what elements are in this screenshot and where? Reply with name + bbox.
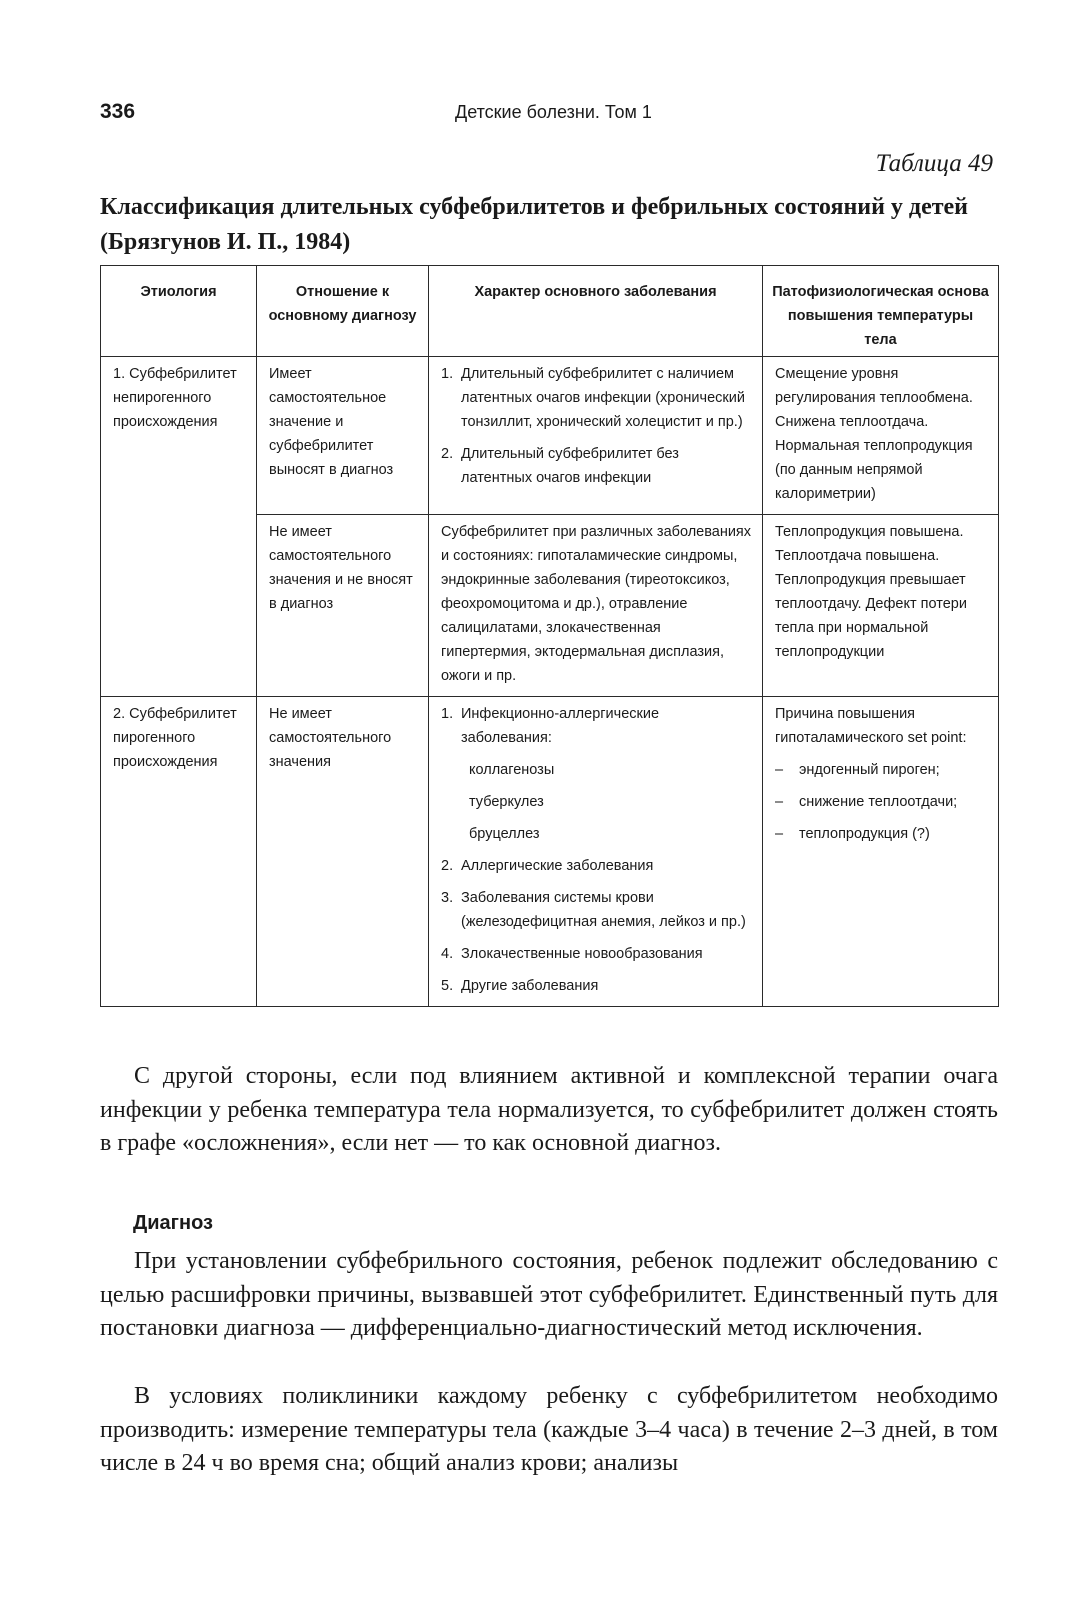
list-number: 2. [441,446,454,462]
list-item [441,942,752,966]
section-heading: Диагноз [133,1212,213,1234]
dash-text: теплопродукция (?) [799,826,930,842]
table-caption: Классификация длительных субфебрилитетов и фебрильных состояний у детей (Брязгунов И. П., 1984) [100,194,968,255]
etiology-cell: 2. Субфебрилитет пирогенного происхождения [101,697,257,1007]
page-number: 336 [100,100,136,123]
disease-cell [429,697,763,1007]
sub-list-item: туберкулез [469,794,544,810]
dash-marker: – [775,794,784,810]
list-text: Длительный субфебрилитет с наличием латентных очагов инфекции (хронический тонзиллит, хронический холецистит и пр.) [461,366,745,430]
sub-list-item: бруцеллез [469,826,540,842]
body-paragraph: При установлении субфебрильного состояния, ребенок подлежит обследованию с целью расшифровки причины, вызвавшей этот субфебрилитет. Единственный путь для постановки диагноза — дифференциально-диагностический метод исключения. [100,1248,998,1341]
dash-list-item [775,790,988,814]
list-number: 1. [441,366,454,382]
classification-table [100,265,999,1007]
table-row [101,697,999,1007]
dash-list-item [775,822,988,846]
dash-marker: – [775,826,784,842]
list-item [441,886,752,934]
dash-list-item [775,758,988,782]
header-relation: Отношение к основному диагнозу [257,266,429,357]
list-number: 3. [441,890,454,906]
disease-cell: Субфебрилитет при различных заболеваниях и состояниях: гипоталамические синдромы, эндокринные заболевания (тиреотоксикоз, феохромоцитома и др.), отравление салицилатами, злокачественная гипертермия, эктодермальная дисплазия, ожоги и пр. [429,515,763,697]
pathophysiology-cell [763,697,999,1007]
sub-list-item: коллагенозы [469,762,555,778]
disease-cell [429,357,763,515]
list-text: Злокачественные новообразования [461,946,703,962]
dash-marker: – [775,762,784,778]
list-item [441,854,752,878]
pathophysiology-cell: Теплопродукция повышена. Теплоотдача повышена. Теплопродукция превышает теплоотдачу. Дефект потери тепла при нормальной теплопродукции [763,515,999,697]
list-item [441,362,752,434]
list-text: Инфекционно-аллергические заболевания: [461,706,660,746]
relation-cell: Не имеет самостоятельного значения и не вносят в диагноз [257,515,429,697]
patho-intro: Причина повышения гипоталамического set point: [775,706,967,746]
body-paragraph: В условиях поликлиники каждому ребенку с субфебрилитетом необходимо производить: измерение температуры тела (каждые 3–4 часа) в течение 2–3 дней, в том числе в 24 ч во время сна; общий анализ крови; анализы [100,1383,998,1476]
header-etiology: Этиология [101,266,257,357]
dash-text: снижение теплоотдачи; [799,794,958,810]
relation-cell: Не имеет самостоятельного значения [257,697,429,1007]
list-text: Длительный субфебрилитет без латентных очагов инфекции [461,446,679,486]
list-item [441,974,752,998]
header-disease: Характер основного заболевания [429,266,763,357]
pathophysiology-cell: Смещение уровня регулирования теплообмена. Снижена теплоотдача. Нормальная теплопродукция (по данным непрямой калориметрии) [763,357,999,515]
list-number: 4. [441,946,454,962]
header-pathophysiology: Патофизиологическая основа повышения температуры тела [763,266,999,357]
book-title: Детские болезни. Том 1 [455,102,652,122]
running-head [100,100,1000,130]
list-number: 2. [441,858,454,874]
list-text: Заболевания системы крови (железодефицитная анемия, лейкоз и пр.) [461,890,746,930]
list-item [441,702,752,750]
table-header-row [101,266,999,357]
etiology-cell: 1. Субфебрилитет непирогенного происхождения [101,357,257,697]
list-number: 1. [441,706,454,722]
relation-cell: Имеет самостоятельное значение и субфебрилитет выносят в диагноз [257,357,429,515]
list-number: 5. [441,978,454,994]
table-row [101,357,999,515]
list-text: Аллергические заболевания [461,858,654,874]
table-number: Таблица 49 [875,150,993,177]
list-item [441,442,752,490]
dash-text: эндогенный пироген; [799,762,940,778]
list-text: Другие заболевания [461,978,599,994]
body-paragraph: С другой стороны, если под влиянием активной и комплексной терапии очага инфекции у ребенка температура тела нормализуется, то субфебрилитет должен стоять в графе «осложнения», если нет — то как основной диагноз. [100,1063,998,1156]
